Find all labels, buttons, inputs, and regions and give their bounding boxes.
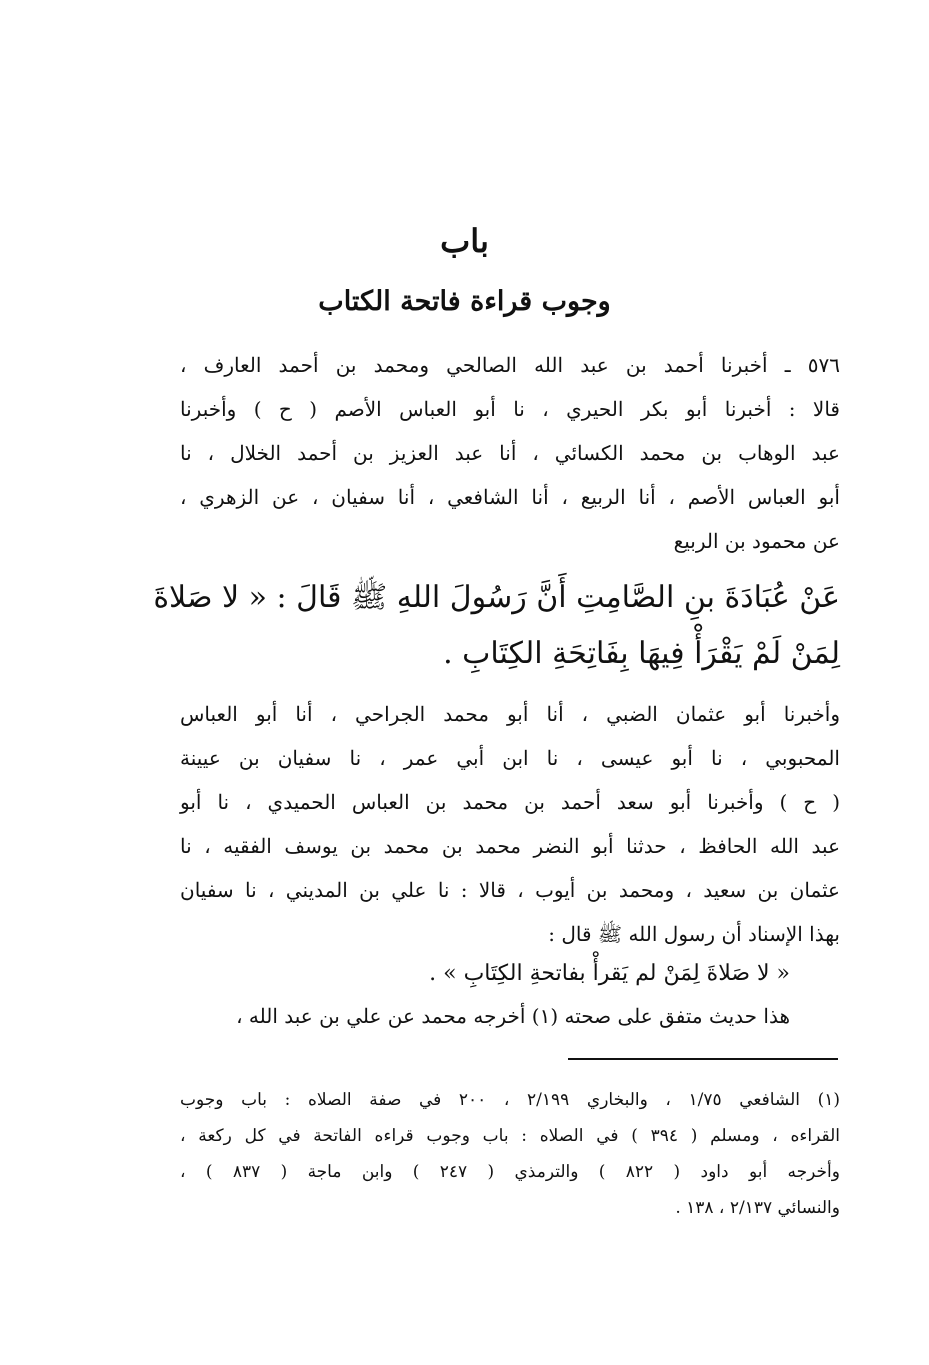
isnad1-line: ٥٧٦ ـ أخبرنا أحمد بن عبد الله الصالحي ومحمد بن أحمد العارف ،	[180, 353, 840, 377]
isnad1-line: عن محمود بن الربيع	[673, 529, 840, 553]
isnad2-line: ( ح ) وأخبرنا أبو سعد أحمد بن محمد بن العباس الحميدي ، نا أبو	[180, 790, 840, 814]
isnad2-line: بهذا الإسناد أن رسول الله ﷺ قال :	[548, 922, 840, 946]
isnad1-line: أبو العباس الأصم ، أنا الربيع ، أنا الشافعي ، أنا سفيان ، عن الزهري ،	[180, 485, 840, 509]
matn1-line: لِمَنْ لَمْ يَقْرَأْ فِيهَا بِفَاتِحَةِ الكِتَابِ .	[443, 636, 840, 671]
footnote-line: والنسائي ٢/١٣٧ ، ١٣٨ .	[675, 1198, 840, 1218]
hadith-text-1	[153, 570, 840, 682]
isnad2-line: المحبوبي ، نا أبو عيسى ، نا ابن أبي عمر ، نا سفيان بن عيينة	[180, 746, 840, 770]
footnote-line: وأخرجه أبو داود ( ٨٢٢ ) والترمذي ( ٢٤٧ ) وابن ماجة ( ٨٣٧ ) ،	[180, 1162, 840, 1182]
footnote-divider	[568, 1058, 838, 1060]
isnad-paragraph-2	[180, 692, 840, 956]
matn1-line: عَنْ عُبَادَةَ بنِ الصَّامِتِ أَنَّ رَسُولَ اللهِ ﷺ قَالَ : « لا صَلاةَ	[153, 580, 840, 615]
chapter-heading-bab: باب	[440, 222, 489, 260]
footnote-line: القراءه ، ومسلم ( ٣٩٤ ) في الصلاه : باب وجوب قراءه الفاتحة في كل ركعة ،	[180, 1126, 840, 1146]
isnad-paragraph-1	[180, 343, 840, 563]
footnote-line: (١) الشافعي ١/٧٥ ، والبخاري ٢/١٩٩ ، ٢٠٠ في صفة الصلاه : باب وجوب	[180, 1090, 841, 1110]
isnad2-line: عبد الله الحافظ ، حدثنا أبو النضر محمد بن محمد بن يوسف الفقيه ، نا	[180, 834, 840, 858]
authentication-note: هذا حديث متفق على صحته (١) أخرجه محمد عن علي بن عبد الله ،	[236, 1004, 790, 1028]
isnad2-line: وأخبرنا أبو عثمان الضبي ، أنا أبو محمد الجراحي ، أنا أبو العباس	[180, 702, 840, 726]
hadith-text-2: « لا صَلاةَ لِمَنْ لم يَقرأْ بفاتحةِ الكِتَابِ » .	[429, 961, 790, 986]
isnad1-line: قالا : أخبرنا أبو بكر الحيري ، نا أبو العباس الأصم ( ح ) وأخبرنا	[180, 397, 840, 421]
chapter-title: وجوب قراءة فاتحة الكتاب	[318, 286, 611, 317]
footnotes	[180, 1082, 840, 1226]
isnad1-line: عبد الوهاب بن محمد الكسائي ، أنا عبد العزيز بن أحمد الخلال ، نا	[180, 441, 840, 465]
isnad2-line: عثمان بن سعيد ، ومحمد بن أيوب ، قالا : نا علي بن المديني ، نا سفيان	[180, 878, 840, 902]
